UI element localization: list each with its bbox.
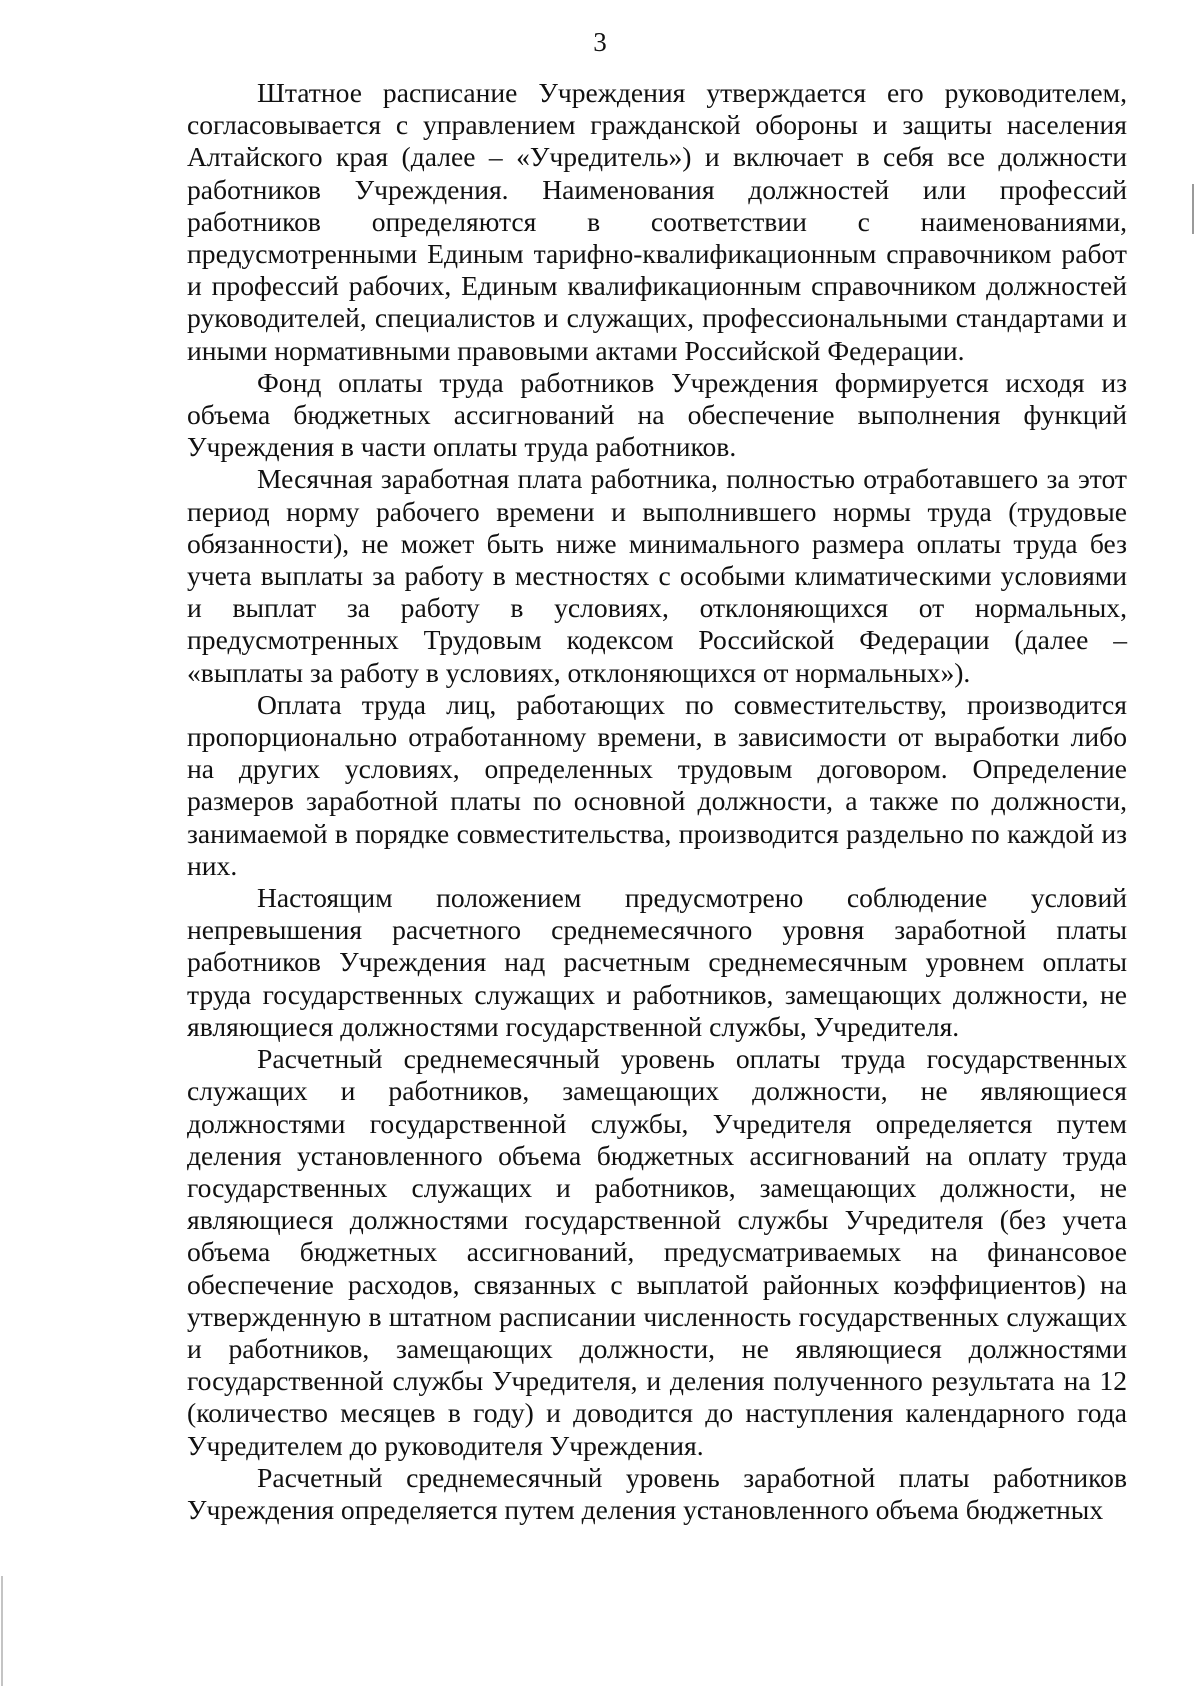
scan-edge-mark: [1192, 184, 1194, 234]
paragraph-staffing-schedule: Штатное расписание Учреждения утверждается его руководителем, согласовывается с управлением гражданской обороны и защиты населения Алтайского края (далее – «Учредитель») и включает в себя все должности работников Учреждения. Наименования должностей или профессий работников определяются в соответствии с наименованиями, предусмотренными Единым тарифно-квалификационным справочником работ и профессий рабочих, Единым квалификационным справочником должностей руководителей, специалистов и служащих, профессиональными стандартами и иными нормативными правовыми актами Российской Федерации.: [187, 77, 1127, 366]
paragraph-minimum-wage: Месячная заработная плата работника, полностью отработавшего за этот период норму рабочего времени и выполнившего нормы труда (трудовые обязанности), не может быть ниже минимального размера оплаты труда без учета выплаты за работу в местностях с особыми климатическими условиями и выплат за работу в условиях, отклоняющихся от нормальных, предусмотренных Трудовым кодексом Российской Федерации (далее – «выплаты за работу в условиях, отклоняющихся от нормальных»).: [187, 463, 1127, 688]
document-body: [187, 77, 1127, 1526]
paragraph-salary-cap: Настоящим положением предусмотрено соблюдение условий непревышения расчетного среднемесячного уровня заработной платы работников Учреждения над расчетным среднемесячным уровнем оплаты труда государственных служащих и работников, замещающих должности, не являющиеся должностями государственной службы, Учредителя.: [187, 882, 1127, 1042]
scan-edge-mark: [1, 1576, 3, 1686]
paragraph-wage-fund: Фонд оплаты труда работников Учреждения формируется исходя из объема бюджетных ассигнований на обеспечение выполнения функций Учреждения в части оплаты труда работников.: [187, 366, 1127, 463]
paragraph-institution-pay-level: Расчетный среднемесячный уровень заработной платы работников Учреждения определяется путем деления установленного объема бюджетных: [187, 1461, 1127, 1525]
paragraph-founder-pay-level: Расчетный среднемесячный уровень оплаты труда государственных служащих и работников, замещающих должности, не являющиеся должностями государственной службы, Учредителя определяется путем деления установленного объема бюджетных ассигнований на оплату труда государственных служащих и работников, замещающих должности, не являющиеся должностями государственной службы Учредителя (без учета объема бюджетных ассигнований, предусматриваемых на финансовое обеспечение расходов, связанных с выплатой районных коэффициентов) на утвержденную в штатном расписании численность государственных служащих и работников, замещающих должности, не являющиеся должностями государственной службы Учредителя, и деления полученного результата на 12 (количество месяцев в году) и доводится до наступления календарного года Учредителем до руководителя Учреждения.: [187, 1043, 1127, 1461]
paragraph-part-time-pay: Оплата труда лиц, работающих по совместительству, производится пропорционально отработанному времени, в зависимости от выработки либо на других условиях, определенных трудовым договором. Определение размеров заработной платы по основной должности, а также по должности, занимаемой в порядке совместительства, производится раздельно по каждой из них.: [187, 688, 1127, 881]
page-number: 3: [593, 27, 607, 57]
